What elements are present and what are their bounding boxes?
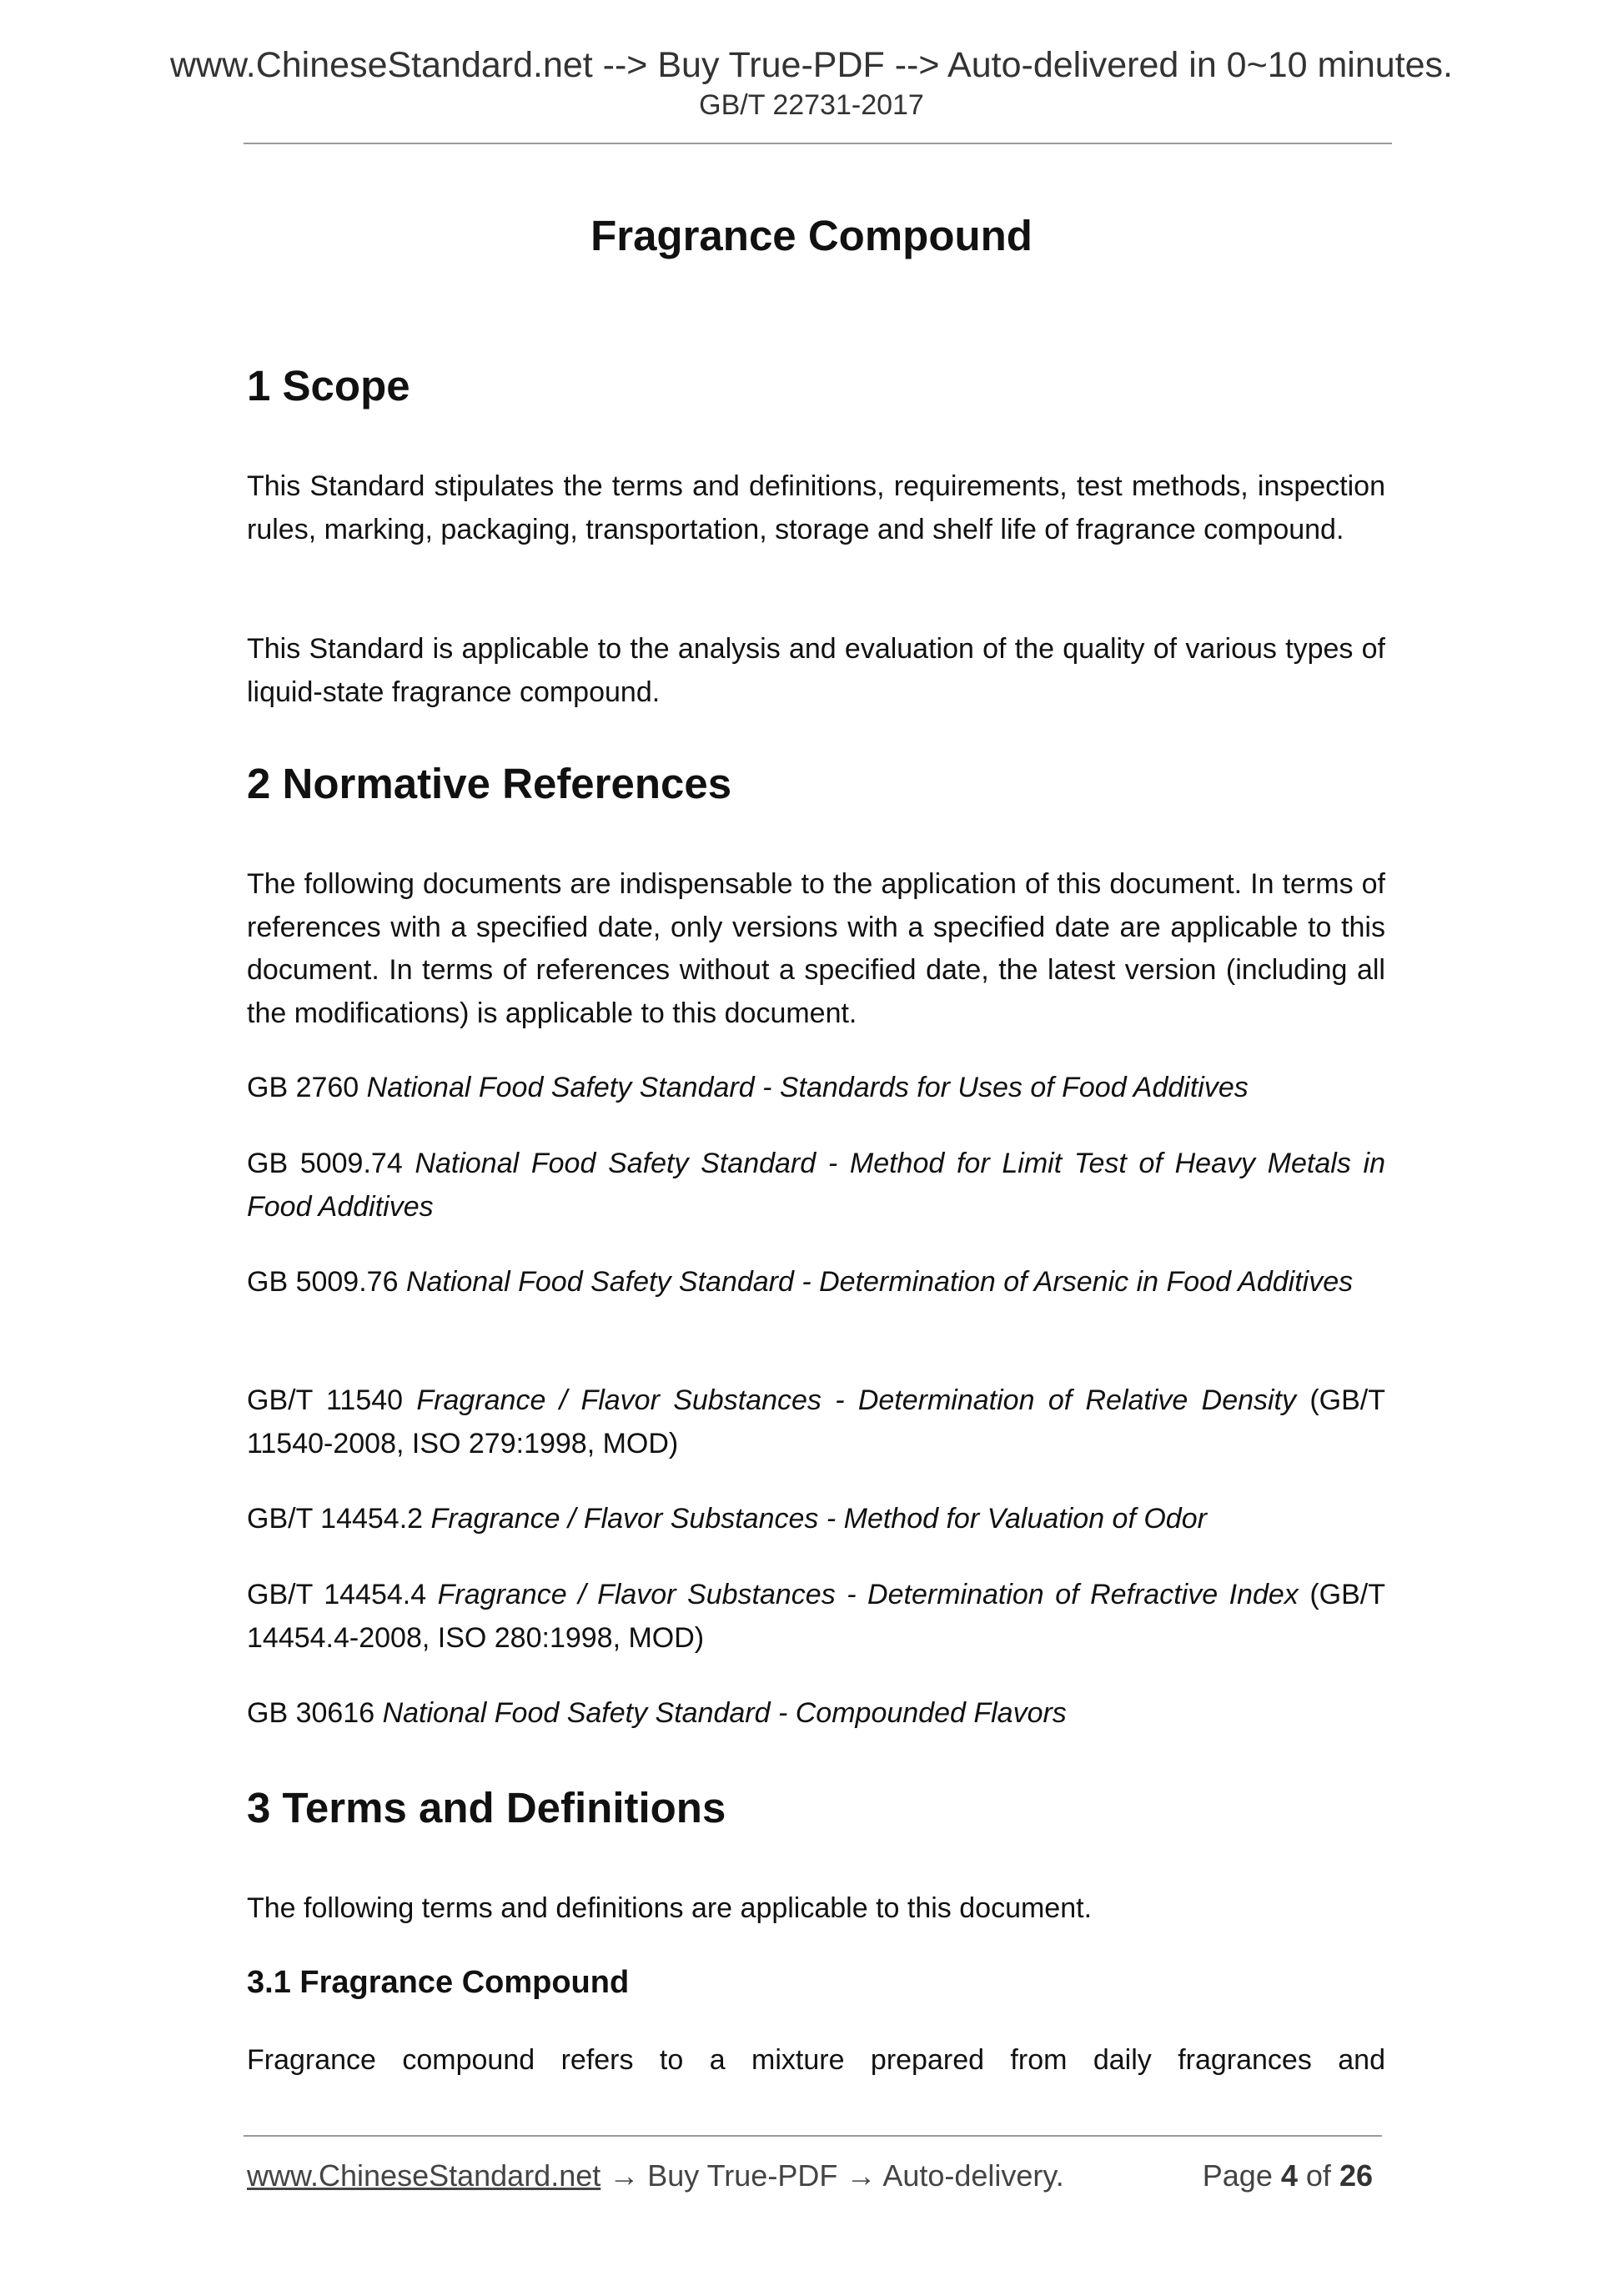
reference-item [247, 1379, 1385, 1465]
header-standard-number: GB/T 22731-2017 [699, 89, 924, 121]
reference-code: GB 30616 [247, 1697, 375, 1729]
footer-tagline: → Buy True-PDF → Auto-delivery. [600, 2158, 1064, 2193]
page-of: of [1305, 2158, 1331, 2193]
reference-code: GB/T 14454.2 [247, 1503, 424, 1535]
reference-item [247, 1067, 1385, 1110]
reference-code: GB 5009.76 [247, 1266, 399, 1298]
document-title: Fragrance Compound [590, 212, 1033, 259]
terms-intro: The following terms and definitions are applicable to this document. [247, 1892, 1093, 1924]
page-indicator [1203, 2158, 1373, 2194]
section-heading-terms-and-definitions: 3 Terms and Definitions [247, 1784, 726, 1831]
header-divider [244, 143, 1392, 144]
reference-item [247, 1143, 1385, 1228]
scope-paragraph-2: This Standard is applicable to the analysis and evaluation of the quality of various types of liquid-state fragrance compound. [247, 633, 1385, 708]
reference-item [247, 1261, 1385, 1304]
page-label: Page [1202, 2158, 1273, 2193]
subsection-heading-fragrance-compound: 3.1 Fragrance Compound [247, 1965, 630, 2000]
reference-item [247, 1498, 1385, 1541]
reference-item [247, 1574, 1385, 1660]
reference-code: GB 5009.74 [247, 1148, 403, 1179]
reference-title: Fragrance / Flavor Substances - Determination of Relative Density [416, 1384, 1297, 1416]
reference-title: National Food Safety Standard - Standards for Uses of Food Additives [366, 1072, 1249, 1103]
page-footer [247, 2158, 1373, 2194]
reference-title: National Food Safety Standard - Compounded Flavors [382, 1697, 1067, 1729]
reference-title: Fragrance / Flavor Substances - Method for Valuation of Odor [430, 1503, 1207, 1535]
footer-divider [244, 2135, 1382, 2137]
page-current: 4 [1280, 2158, 1298, 2193]
scope-paragraph-1: This Standard stipulates the terms and definitions, requirements, test methods, inspection rules, marking, packaging, transportation, storage and shelf life of fragrance compound. [247, 470, 1385, 545]
reference-title: Fragrance / Flavor Substances - Determination of Refractive Index [437, 1579, 1299, 1610]
header-banner[interactable]: www.ChineseStandard.net --> Buy True-PDF --> Auto-delivered in 0~10 minutes. [169, 45, 1453, 85]
reference-note: (GB/T 14454.4-2008, ISO 280:1998, MOD) [247, 1579, 1385, 1654]
normative-references-intro: The following documents are indispensable to the application of this document. In terms of references with a specified date, only versions with a specified date are applicable to this document. In terms of references without a specified date, the latest version (including all the modifications) is applicable to this document. [247, 868, 1385, 1029]
reference-code: GB/T 14454.4 [247, 1579, 427, 1610]
page-total: 26 [1339, 2158, 1373, 2193]
section-heading-scope: 1 Scope [247, 362, 410, 409]
section-heading-normative-references: 2 Normative References [247, 760, 732, 807]
fragrance-compound-definition: Fragrance compound refers to a mixture prepared from daily fragrances and [247, 2044, 1385, 2076]
reference-note: (GB/T 11540-2008, ISO 279:1998, MOD) [247, 1384, 1386, 1459]
reference-title: National Food Safety Standard - Determination of Arsenic in Food Additives [405, 1266, 1354, 1298]
reference-code: GB 2760 [247, 1072, 359, 1103]
reference-item [247, 1692, 1385, 1736]
reference-title: National Food Safety Standard - Method for Limit Test of Heavy Metals in Food Additives [247, 1148, 1385, 1223]
footer-site-link[interactable]: www.ChineseStandard.net [247, 2158, 601, 2193]
reference-code: GB/T 11540 [247, 1384, 404, 1416]
